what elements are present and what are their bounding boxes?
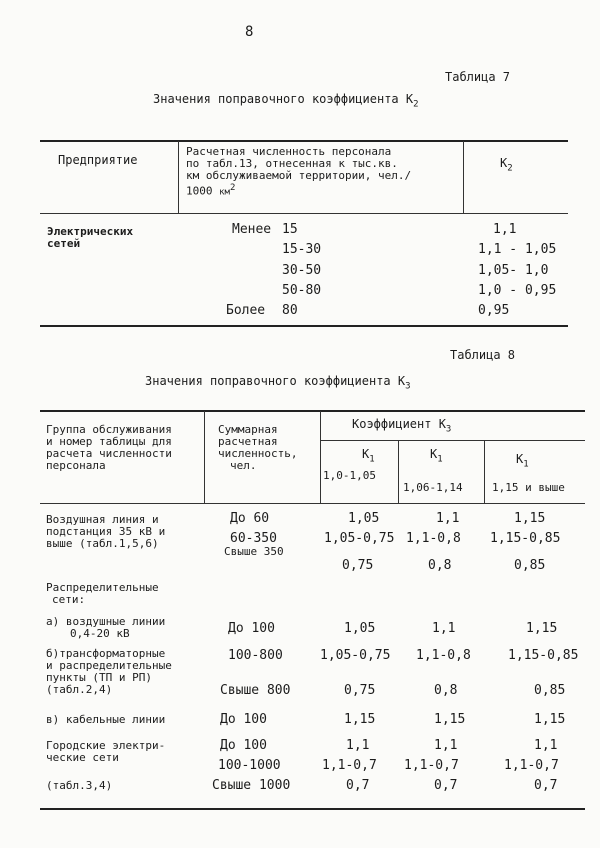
t8-k1-col2 [430,447,443,464]
t7-row4-range: 50-80 [282,283,322,298]
t8-g1-r1-a: 1,05 [348,511,380,526]
t8-g3-r1-b: 1,1 [434,738,458,753]
t8-k1a-sub: 1 [369,454,375,465]
t8-g3-r2-b: 1,1-0,7 [404,758,459,773]
t7-row2-k2: 1,1 - 1,05 [478,242,557,257]
t8-group1-label [46,514,165,550]
t8-g1-line-1: Воздушная линия и [46,513,159,526]
t8-sa-b: 1,1 [432,621,456,636]
table8-header-rule [40,503,585,504]
t8-sb-r1-c: 1,15-0,85 [508,648,579,663]
t8-group2-title [46,582,159,606]
t8h-g-line-3: расчета численности [46,447,172,460]
t8-g1-r2-n: 60-350 [230,531,277,546]
t8-g1-r3-b: 0,8 [428,558,452,573]
t7-row5-range: 80 [282,303,298,318]
t8-sb-line-1: б)трансформаторные [46,647,166,660]
t7h-line-1: Расчетная численность персонала [186,145,392,158]
t8h-g-line-1: Группа обслуживания [46,423,172,436]
t8-sb-line-4: (табл.2,4) [46,683,113,696]
t7-row1-range: 15 [282,222,298,237]
t8-range-2: 1,06-1,14 [403,481,463,494]
t8-g3-r3-c: 0,7 [534,778,558,793]
table8-coef-title [352,417,451,434]
t8-g3-r1-c: 1,1 [534,738,558,753]
t8-sub-c-label: в) кабельные линии [46,713,166,726]
table7-header-rule [40,213,568,214]
t8h-c-line-4: чел. [230,459,257,472]
t8-sa-line-2: 0,4-20 кВ [70,627,130,640]
t8-sb-line-2: и распределительные [46,659,172,672]
t8-g1-r2-b: 1,1-0,8 [406,531,461,546]
t8-g3-line-1: Городские электри- [46,739,166,752]
t8-sb-r2-b: 0,8 [434,683,458,698]
t8-g1-r3-n: Свыше 350 [224,545,284,558]
t8-group3-ref: (табл.3,4) [46,779,113,792]
t8-coef-text: Коэффициент К [352,417,446,431]
table7-bottom-rule [40,325,568,327]
t8-g3-r2-c: 1,1-0,7 [504,758,559,773]
t8-k1a: К [362,447,370,461]
t8-coef-sub: 3 [445,424,452,435]
t8-sa-n: До 100 [228,621,275,636]
t7-ent-line-1: Электрических [47,225,134,238]
t8h-g-line-2: и номер таблицы для [46,435,172,448]
t8-sb-r2-c: 0,85 [534,683,566,698]
t8-sc-a: 1,15 [344,712,376,727]
table7-header-enterprise: Предприятие [58,153,138,167]
t8-g3-r3-b: 0,7 [434,778,458,793]
t7h-line-2: по табл.13, отнесенная к тыс.кв. [186,157,398,170]
table7-title [153,92,419,109]
table8-header-count [218,424,297,472]
t8-g1-r2-a: 1,05-0,75 [324,531,395,546]
table7-enterprise [47,226,133,250]
table7-title-text: Значения поправочного коэффициента К [153,92,414,106]
t7-row4-k2: 1,0 - 0,95 [478,283,557,298]
table7-col-divider-1 [178,141,179,213]
t8-g3-r1-a: 1,1 [346,738,370,753]
table8-col-divider-4 [484,441,485,503]
table8-bottom-rule [40,808,585,810]
t8-group3-label [46,740,165,764]
t8-k1c: К [516,452,524,466]
t8h-g-line-4: персонала [46,459,106,472]
table7-col-divider-2 [463,141,464,213]
t8-g1-r1-b: 1,1 [436,511,460,526]
t7-k-sub: 2 [507,163,513,174]
t8-k1b-sub: 1 [437,454,443,465]
t8-g1-r3-a: 0,75 [342,558,374,573]
t8-sb-line-3: пункты (ТП и РП) [46,671,152,684]
t8-g1-r2-c: 1,15-0,85 [490,531,561,546]
table8-col-divider-3 [398,441,399,503]
t8-sc-b: 1,15 [434,712,466,727]
t8-sb-r2-a: 0,75 [344,683,376,698]
t8-k1-col1 [362,447,375,464]
t8-g1-r1-n: До 60 [230,511,270,526]
t8-sa-a: 1,05 [344,621,376,636]
t7-row5-prefix: Более [226,303,266,318]
t8-g3-r3-n: Свыше 1000 [212,778,291,793]
table8-col-divider-2 [320,411,321,503]
t7-row3-range: 30-50 [282,263,322,278]
t7-row2-range: 15-30 [282,242,322,257]
t8-k1c-sub: 1 [523,459,529,470]
t7h-line-4 [186,182,411,199]
t8-g2-line-2: сети: [52,593,86,606]
t8-sub-b-label [46,648,172,696]
t7-row3-k2: 1,05- 1,0 [478,263,549,278]
t8-range-3: 1,15 и выше [492,481,565,494]
table8-top-rule [40,410,585,412]
t8-g3-r1-n: До 100 [220,738,267,753]
t8-g1-line-3: выше (табл.1,5,6) [46,537,159,550]
t8-g3-r2-n: 100-1000 [218,758,281,773]
table7-top-rule [40,140,568,142]
t7-ent-line-2: сетей [47,237,81,250]
t7h-unit: км [219,187,230,198]
t8-g1-r3-c: 0,85 [514,558,546,573]
t8-sb-r1-b: 1,1-0,8 [416,648,471,663]
table8-col-divider-1 [204,411,205,503]
table7-label: Таблица 7 [445,70,511,84]
t8-g1-line-2: подстанция 35 кВ и [46,525,166,538]
table7-title-sub: 2 [413,99,419,110]
table8-title [145,374,411,391]
table8-title-text: Значения поправочного коэффициента К [145,374,406,388]
t8-sc-n: До 100 [220,712,267,727]
t8-k1-col3 [516,452,529,469]
t8h-c-line-1: Суммарная [218,423,278,436]
table8-coef-rule [320,440,585,441]
t7-k: К [500,156,508,170]
t8-sc-c: 1,15 [534,712,566,727]
table7-header-personnel [186,146,411,199]
t8h-c-line-3: численность, [218,447,298,460]
t8-sb-r1-a: 1,05-0,75 [320,648,391,663]
t8-sub-a-label [46,616,165,640]
t7-row1-k2: 1,1 [493,222,517,237]
t8-g3-r3-a: 0,7 [346,778,370,793]
table7-header-k2 [500,156,513,173]
page-number: 8 [245,24,254,40]
t8-sb-r1-n: 100-800 [228,648,283,663]
table8-title-sub: 3 [405,381,411,392]
t8-g1-r1-c: 1,15 [514,511,546,526]
t8-g2-line-1: Распределительные [46,581,159,594]
t8-g3-r2-a: 1,1-0,7 [322,758,377,773]
t7h-1000: 1000 [186,184,213,198]
t7-row5-k2: 0,95 [478,303,510,318]
table8-label: Таблица 8 [450,348,516,362]
t7-row1-prefix: Менее [232,222,272,237]
table8-header-group [46,424,172,472]
t8-sb-r2-n: Свыше 800 [220,683,291,698]
t8-k1b: К [430,447,438,461]
t8h-c-line-2: расчетная [218,435,278,448]
t7h-unit-sup: 2 [229,183,236,193]
t8-range-1: 1,0-1,05 [323,469,376,482]
t8-sa-line-1: а) воздушные линии [46,615,166,628]
t7h-line-3: км обслуживаемой территории, чел./ [186,169,412,182]
t8-g3-line-2: ческие сети [46,751,119,764]
t8-sa-c: 1,15 [526,621,558,636]
